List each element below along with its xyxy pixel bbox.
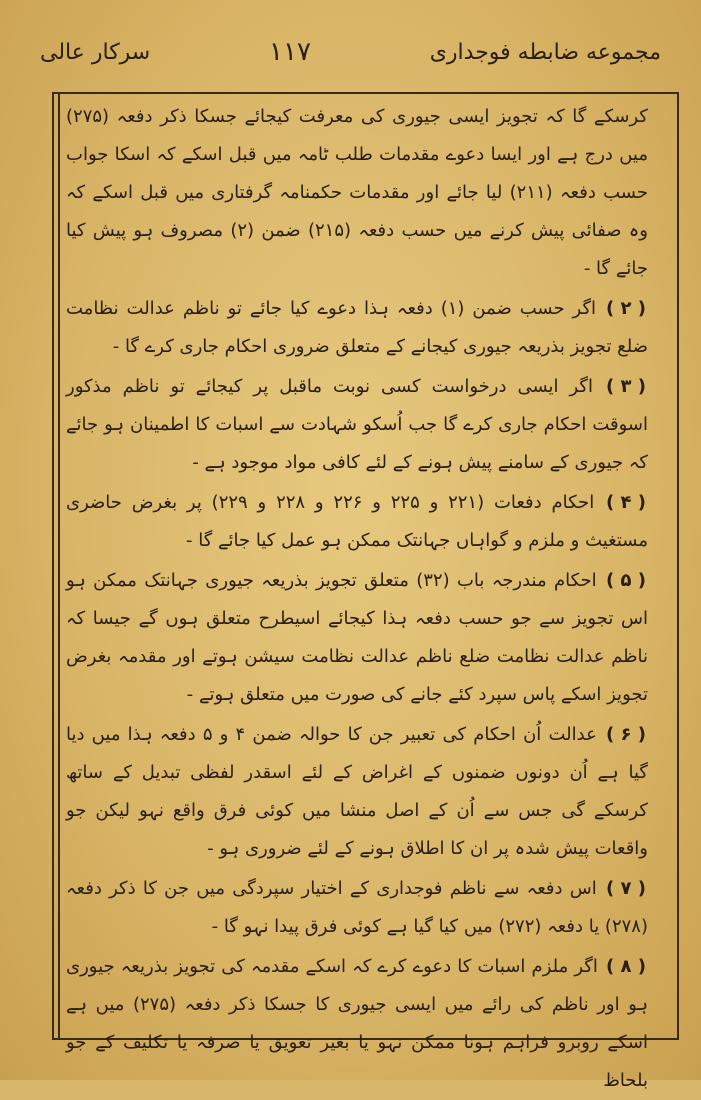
paragraph-text: اگر ملزم اسبات کا دعوے کرے کہ اسکے مقدمہ کی تجویز بذریعہ جیوری ہو اور ناظم کی رائے میں ایسی جیوری کا جسکا ذکر دفعہ (۲۷۵) میں ہے اسکے روبرو فراہم ہونا ممکن نہو یا بغیر تعویق یا صرفہ یا تکلیف کے جو بلحاظ [66, 956, 648, 1091]
paragraph-text: احکام مندرجہ باب (۳۲) متعلق تجویز بذریعہ جیوری جہانتک ممکن ہو اس تجویز سے جو حسب دفعہ ہذا کیجائے اسیطرح متعلق ہوں گے جیسا کہ ناظم عدالت نظامت ضلع ناظم عدالت نظامت سیشن ہوتے اور مقدمہ بغرض تجویز اسکے پاس سپرد کئے جانے کی صورت میں متعلق ہوتے - [66, 570, 648, 705]
page-header [40, 30, 661, 74]
paragraph-text: کرسکے گا کہ تجویز ایسی جیوری کی معرفت کیجائے جسکا ذکر دفعہ (۲۷۵) میں درج ہے اور ایسا دعوے مقدمات طلب ٹامہ میں قبل اسکے کہ اسکا جواب حسب دفعہ (۲۱۱) لیا جائے اور مقدمات حکمنامہ گرفتاری میں قبل اسکے کہ وہ صفائی پیش کرنے میں حسب دفعہ (۲۱۵) ضمن (۲) مصروف ہو پیش کیا جائے گا - [66, 106, 648, 279]
paragraph [66, 870, 648, 946]
paragraph-text: اگر ایسی درخواست کسی نوبت ماقبل پر کیجائے تو ناظم مذکور اسوقت احکام جاری کرے گا جب اُسکو شہادت سے اسبات کا اطمینان ہو جائے کہ جیوری کے سامنے پیش ہونے کے لئے کافی مواد موجود ہے - [66, 376, 648, 473]
paragraph [66, 948, 648, 1100]
paragraph [66, 716, 648, 868]
paragraph-text: عدالت اُن احکام کی تعبیر جن کا حوالہ ضمن ۴ و ۵ دفعہ ہذا میں دیا گیا ہے اُن دونوں ضمنوں کے اغراض کے لئے اسقدر لفظی تبدیل کے ساتھ کرسکے گی جس سے اُن کے اصل منشا میں کوئی فرق واقع نہو لیکن جو واقعات پیش شدہ پر ان کا اطلاق ہونے کے لئے ضروری ہو - [66, 724, 648, 859]
header-book-title: مجموعه ضابطه فوجداری [429, 39, 661, 65]
paragraph [66, 290, 648, 366]
page-number: ۱۱۷ [269, 37, 311, 67]
header-publisher: سرکار عالی [40, 39, 151, 65]
paragraph-text: اگر حسب ضمن (۱) دفعہ ہذا دعوے کیا جائے تو ناظم عدالت نظامت ضلع تجویز بذریعہ جیوری کیجانے کے متعلق ضروری احکام جاری کرے گا - [66, 298, 648, 357]
paragraph [66, 562, 648, 714]
clause-number: ( ۶ ) [606, 724, 646, 745]
clause-number: ( ۷ ) [605, 878, 646, 899]
paragraph [66, 98, 648, 288]
clause-number: ( ۲ ) [605, 298, 646, 319]
clause-number: ( ۳ ) [606, 376, 646, 397]
paragraph [66, 484, 648, 560]
paragraph-text: احکام دفعات (۲۲۱ و ۲۲۵ و ۲۲۶ و ۲۲۸ و ۲۲۹) پر بغرض حاضری مستغیث و ملزم و گواہاں جہانتک ممکن ہو عمل کیا جائے گا - [66, 492, 648, 551]
clause-number: ( ۸ ) [605, 956, 646, 977]
body-text [66, 98, 648, 1091]
paragraph [66, 368, 648, 482]
clause-number: ( ۵ ) [606, 570, 646, 591]
paragraph-text: اس دفعہ سے ناظم فوجداری کے اختیار سپردگی میں جن کا ذکر دفعہ (۲۷۸) یا دفعہ (۲۷۲) میں کیا گیا ہے کوئی فرق پیدا نہو گا - [66, 878, 648, 937]
clause-number: ( ۴ ) [606, 492, 647, 513]
